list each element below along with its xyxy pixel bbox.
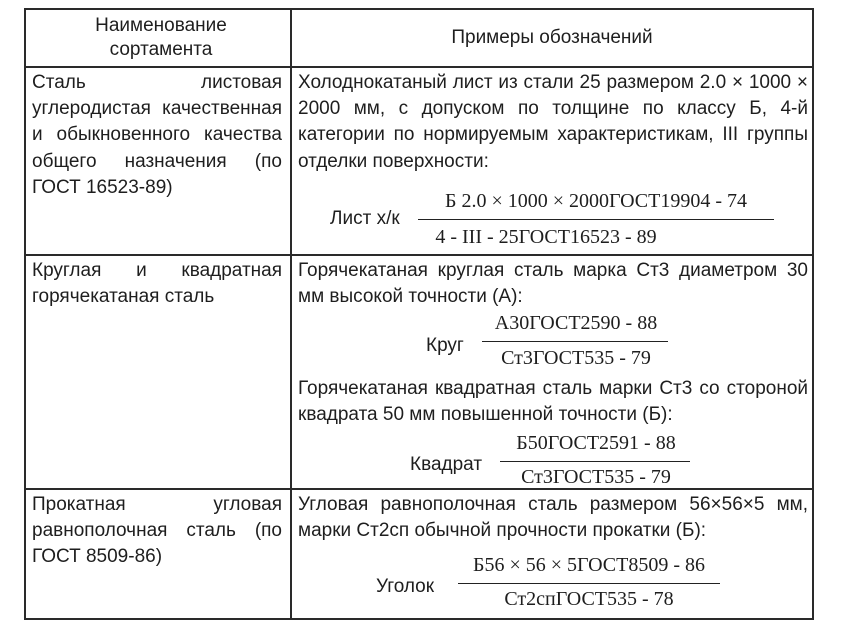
row-2-example-2-text: Горячекатаная квадратная сталь марки Ст3 со стороной квадрата 50 мм повышенной точности (Б): bbox=[298, 378, 808, 426]
row-1-denominator: 4 - III - 25ГОСТ16523 - 89 bbox=[435, 226, 657, 248]
row-3-name: Прокатная угловая равнополочная сталь (по ГОСТ 8509-86) bbox=[32, 494, 282, 568]
row-2-name: Круглая и квадратная горячекатаная сталь bbox=[32, 260, 282, 308]
row-3-denominator: Ст2спГОСТ535 - 78 bbox=[504, 588, 674, 610]
row-2-fraction-bar-1 bbox=[482, 341, 668, 342]
header-examples-column: Примеры обозначений bbox=[451, 27, 653, 48]
row-3-fraction-bar bbox=[458, 583, 720, 584]
row-2-example-1-text: Горячекатаная круглая сталь марка Ст3 диаметром 30 мм высокой точности (А): bbox=[298, 260, 808, 308]
row-1-numerator: Б 2.0 × 1000 × 2000ГОСТ19904 - 74 bbox=[444, 190, 747, 212]
row-1-name: Сталь листовая углеродистая качественная и обыкновенного качества общего назначения (по ГОСТ 16523-89) bbox=[32, 72, 282, 198]
row-3-numerator: Б56 × 56 × 5ГОСТ8509 - 86 bbox=[472, 554, 705, 576]
designation-table bbox=[24, 8, 814, 620]
row-2-label-1: Круг bbox=[426, 335, 464, 356]
row-1-example-text: Холоднокатаный лист из стали 25 размером 2.0 × 1000 × 2000 мм, с допуском по толщине по классу Б, 4-й категории по нормируемым характеристикам, III группы отделки поверхности: bbox=[298, 72, 808, 172]
header-divider bbox=[26, 66, 812, 68]
row-2-numerator-2: Б50ГОСТ2591 - 88 bbox=[516, 432, 676, 454]
row-3-label: Уголок bbox=[376, 576, 435, 597]
row-2-numerator-1: А30ГОСТ2590 - 88 bbox=[494, 312, 658, 334]
column-divider bbox=[290, 10, 292, 618]
row-3-example-text: Угловая равнополочная сталь размером 56×56×5 мм, марки Ст2сп обычной прочности прокатки (Б): bbox=[298, 494, 808, 542]
header-name-column: Наименование сортамента bbox=[95, 15, 227, 60]
row-2-label-2: Квадрат bbox=[410, 454, 483, 475]
row-1-fraction-bar bbox=[418, 219, 774, 220]
row-1-label: Лист х/к bbox=[330, 208, 400, 229]
row-2-denominator-2: Ст3ГОСТ535 - 79 bbox=[521, 466, 671, 488]
row-2-denominator-1: Ст3ГОСТ535 - 79 bbox=[501, 347, 651, 369]
row-2-fraction-bar-2 bbox=[500, 461, 690, 462]
row-divider-1 bbox=[26, 254, 812, 256]
